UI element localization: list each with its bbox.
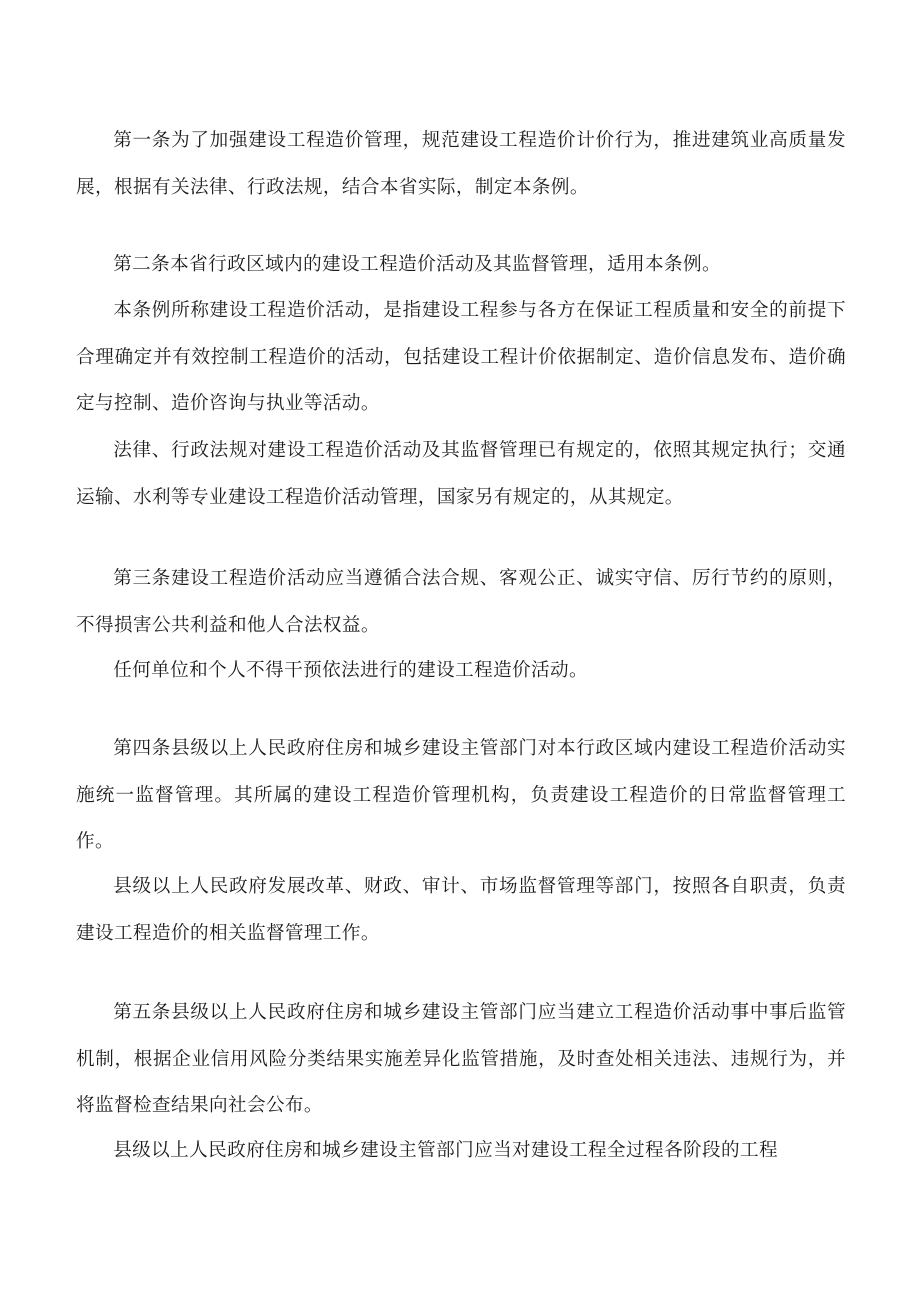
article-3-paragraph: 第三条建设工程造价活动应当遵循合法合规、客观公正、诚实守信、厉行节约的原则，不得损害公共利益和他人合法权益。 [76, 568, 846, 636]
article-4-paragraph: 第四条县级以上人民政府住房和城乡建设主管部门对本行政区域内建设工程造价活动实施统一监督管理。其所属的建设工程造价管理机构，负责建设工程造价的日常监督管理工作。 [76, 738, 846, 852]
article-3-noninterference-paragraph: 任何单位和个人不得干预依法进行的建设工程造价活动。 [113, 660, 589, 681]
article-4-departments-paragraph: 县级以上人民政府发展改革、财政、审计、市场监督管理等部门，按照各自职责，负责建设工程造价的相关监督管理工作。 [76, 876, 846, 944]
article-5-paragraph: 第五条县级以上人民政府住房和城乡建设主管部门应当建立工程造价活动事中事后监管机制，根据企业信用风险分类结果实施差异化监管措施，及时查处相关违法、违规行为，并将监督检查结果向社会公布。 [76, 1002, 846, 1116]
article-2-paragraph: 第二条本省行政区域内的建设工程造价活动及其监督管理，适用本条例。 [113, 254, 721, 275]
article-5-continuation-paragraph: 县级以上人民政府住房和城乡建设主管部门应当对建设工程全过程各阶段的工程 [113, 1140, 778, 1161]
article-2-exception-paragraph: 法律、行政法规对建设工程造价活动及其监督管理已有规定的，依照其规定执行；交通运输、水利等专业建设工程造价活动管理，国家另有规定的，从其规定。 [76, 440, 846, 508]
article-2-definition-paragraph: 本条例所称建设工程造价活动，是指建设工程参与各方在保证工程质量和安全的前提下合理确定并有效控制工程造价的活动，包括建设工程计价依据制定、造价信息发布、造价确定与控制、造价咨询与执业等活动。 [76, 300, 846, 414]
article-1-paragraph: 第一条为了加强建设工程造价管理，规范建设工程造价计价行为，推进建筑业高质量发展，根据有关法律、行政法规，结合本省实际，制定本条例。 [76, 130, 846, 198]
